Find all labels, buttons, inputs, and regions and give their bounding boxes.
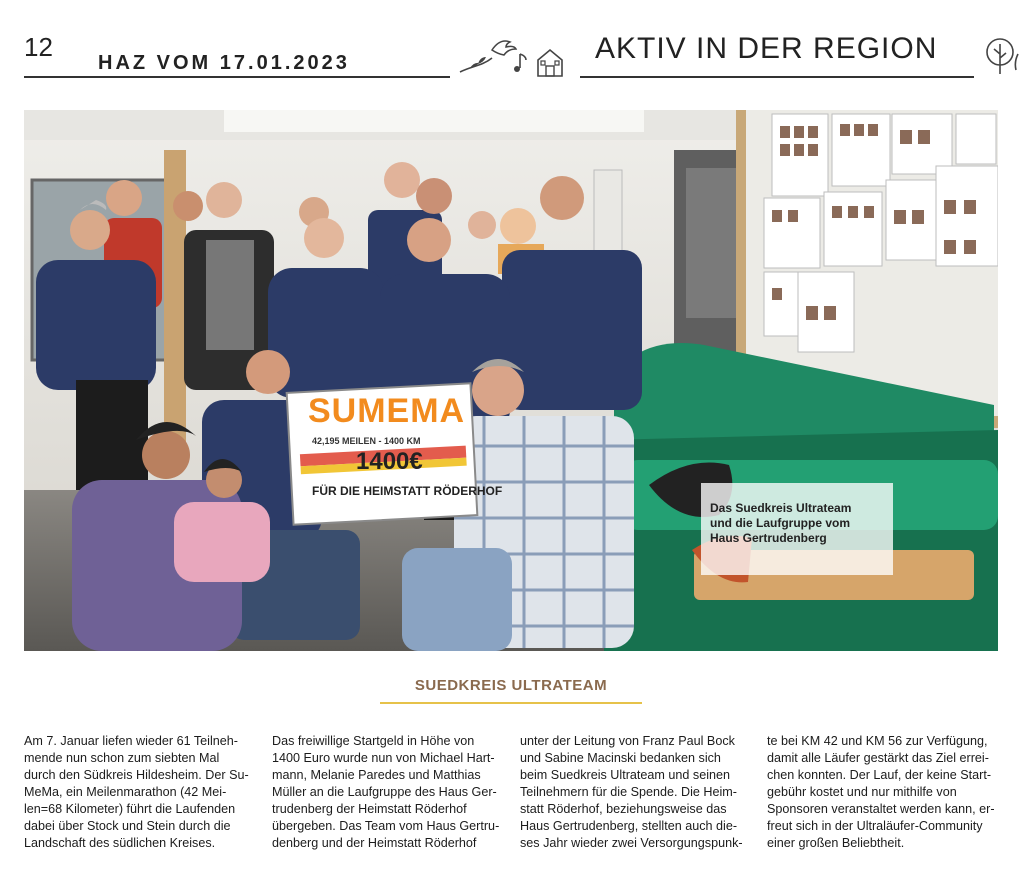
text-line: durch den Südkreis Hildesheim. Der Su- <box>24 768 249 782</box>
tree-icon <box>984 36 1020 76</box>
text-line: MeMa, ein Meilenmarathon (42 Mei- <box>24 785 227 799</box>
text-line: dabei über Stock und Stein durch die <box>24 819 231 833</box>
text-line: Teilnehmern für die Spende. Die Heim- <box>520 785 737 799</box>
issue-date: HAZ VOM 17.01.2023 <box>98 52 350 74</box>
text-line: chen konnten. Der Lauf, der keine Start- <box>767 768 992 782</box>
text-line: freut sich in der Ultraläufer-Community <box>767 819 983 833</box>
cheque-amount: 1400€ <box>356 448 423 475</box>
kicker-underline <box>380 702 642 704</box>
text-line: Müller an die Laufgruppe des Haus Ger- <box>272 785 497 799</box>
text-line: statt Röderhof, beziehungsweise das <box>520 802 727 816</box>
article-column-2 <box>272 733 500 852</box>
text-line: ses Jahr wieder zwei Versorgungspunk- <box>520 836 743 850</box>
caption-line: Haus Gertrudenberg <box>710 531 827 545</box>
cheque-payee: FÜR DIE HEIMSTATT RÖDERHOF <box>312 484 503 498</box>
text-line: mann, Melanie Paredes und Matthias <box>272 768 481 782</box>
text-line: Das freiwillige Startgeld in Höhe von <box>272 734 475 748</box>
text-line: mende nun schon zum siebten Mal <box>24 751 220 765</box>
article-column-4 <box>767 733 995 852</box>
text-line: Haus Gertrudenberg, stellten auch die- <box>520 819 738 833</box>
text-line: 1400 Euro wurde nun von Michael Hart- <box>272 751 495 765</box>
text-line: Sponsoren veranstaltet werden kann, er- <box>767 802 995 816</box>
text-line: te bei KM 42 und KM 56 zur Verfügung, <box>767 734 988 748</box>
bird-music-house-icon <box>458 36 570 78</box>
text-line: und Sabine Macinski bedanken sich <box>520 751 721 765</box>
text-line: denberg und der Heimstatt Röderhof <box>272 836 477 850</box>
article-column-3 <box>520 733 748 852</box>
text-line: beim Suedkreis Ultrateam und seinen <box>520 768 731 782</box>
header-rule-right <box>580 76 974 78</box>
caption-line: und die Laufgruppe vom <box>710 516 850 530</box>
text-line: einer großen Beliebtheit. <box>767 836 905 850</box>
text-line: damit alle Läufer gestärkt das Ziel errei- <box>767 751 989 765</box>
text-line: trudenberg der Heimstatt Röderhof <box>272 802 467 816</box>
caption-line: Das Suedkreis Ultrateam <box>710 501 852 515</box>
header-rule-left <box>24 76 450 78</box>
section-title: AKTIV IN DER REGION <box>595 32 938 65</box>
photo-caption <box>710 501 885 546</box>
text-line: unter der Leitung von Franz Paul Bock <box>520 734 735 748</box>
text-line: Am 7. Januar liefen wieder 61 Teilneh- <box>24 734 238 748</box>
article-kicker: SUEDKREIS ULTRATEAM <box>414 677 608 694</box>
text-line: Landschaft des südlichen Kreises. <box>24 836 216 850</box>
text-line: gebühr kostet und nur mithilfe von <box>767 785 957 799</box>
page-number: 12 <box>24 32 53 62</box>
cheque-title: SUMEMA <box>308 392 466 430</box>
text-line: len=68 Kilometer) führt die Laufenden <box>24 802 236 816</box>
cheque-subtitle: 42,195 MEILEN - 1400 KM <box>312 436 421 446</box>
text-line: übergeben. Das Team vom Haus Gertru- <box>272 819 500 833</box>
article-column-1 <box>24 733 252 852</box>
